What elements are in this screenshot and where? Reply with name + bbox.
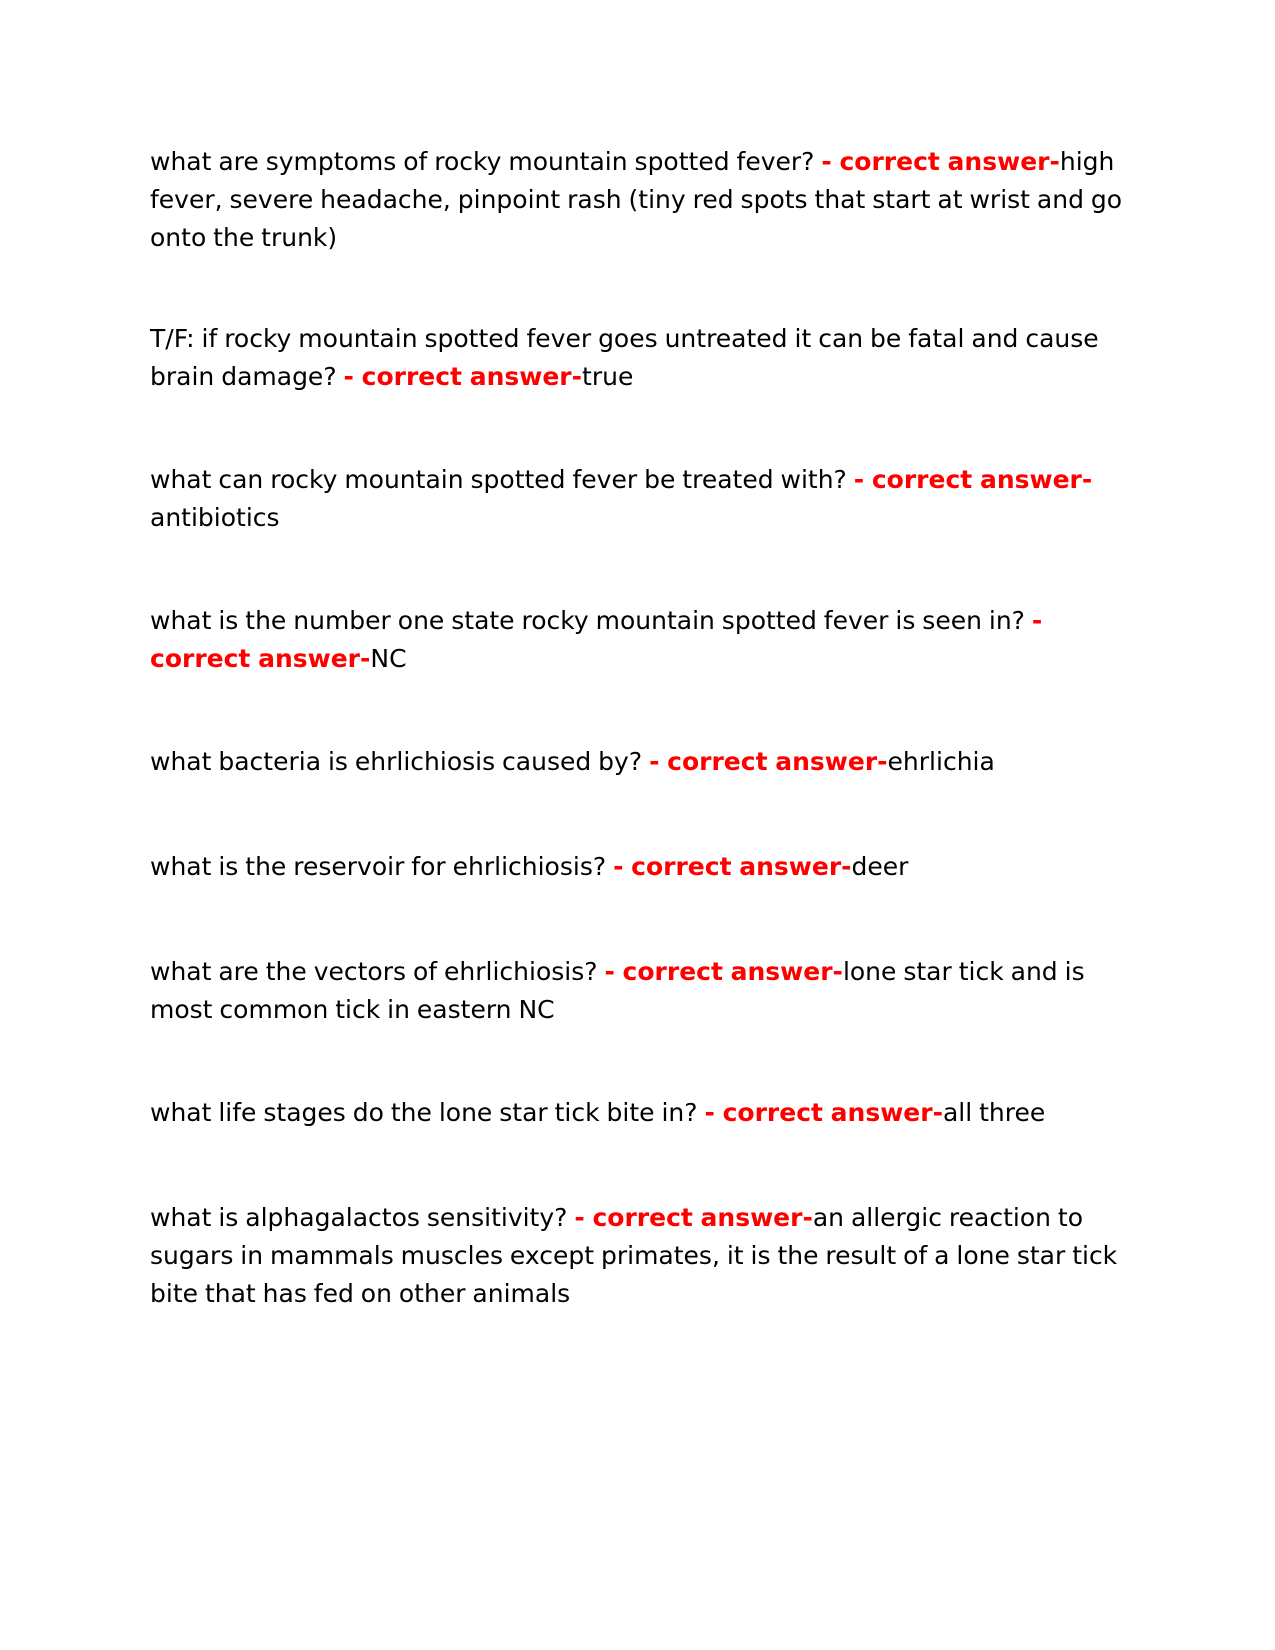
question-text: what is the number one state rocky mountain spotted fever is seen in? (150, 606, 1032, 635)
answer-marker: - correct answer- (150, 606, 1043, 673)
question-text: what are the vectors of ehrlichiosis? (150, 957, 605, 986)
answer-text: true (582, 362, 634, 391)
qa-item-3 (150, 461, 1130, 537)
answer-marker: - correct answer- (704, 1098, 943, 1127)
question-text: what are symptoms of rocky mountain spotted fever? (150, 147, 822, 176)
qa-item-8 (150, 1094, 1130, 1132)
qa-item-5 (150, 743, 1130, 781)
answer-marker: - correct answer- (574, 1203, 813, 1232)
answer-text: an allergic reaction to sugars in mammals muscles except primates, it is the result of a lone star tick bite that has fed on other animals (150, 1203, 1118, 1308)
question-text: T/F: if rocky mountain spotted fever goes untreated it can be fatal and cause brain damage? (150, 324, 1099, 391)
answer-text: NC (370, 644, 407, 673)
qa-item-9 (150, 1199, 1130, 1313)
answer-text: lone star tick and is most common tick in eastern NC (150, 957, 1085, 1024)
answer-marker: - correct answer- (604, 957, 843, 986)
qa-item-6 (150, 848, 1130, 886)
qa-item-4 (150, 602, 1130, 678)
question-text: what is alphagalactos sensitivity? (150, 1203, 575, 1232)
answer-text: ehrlichia (887, 747, 995, 776)
question-text: what is the reservoir for ehrlichiosis? (150, 852, 614, 881)
answer-text: deer (851, 852, 909, 881)
answer-marker: - correct answer- (853, 465, 1093, 494)
question-text: what can rocky mountain spotted fever be treated with? (150, 465, 854, 494)
answer-text: antibiotics (150, 503, 280, 532)
answer-text: high fever, severe headache, pinpoint rash (tiny red spots that start at wrist and go onto the trunk) (150, 147, 1123, 252)
answer-marker: - correct answer- (613, 852, 852, 881)
qa-item-1 (150, 143, 1130, 257)
answer-marker: - correct answer- (649, 747, 888, 776)
qa-item-7 (150, 953, 1130, 1029)
answer-marker: - correct answer- (821, 147, 1060, 176)
answer-text: all three (942, 1098, 1046, 1127)
question-text: what bacteria is ehrlichiosis caused by? (150, 747, 650, 776)
qa-item-2 (150, 320, 1130, 396)
answer-marker: - correct answer- (343, 362, 583, 391)
question-text: what life stages do the lone star tick bite in? (150, 1098, 705, 1127)
